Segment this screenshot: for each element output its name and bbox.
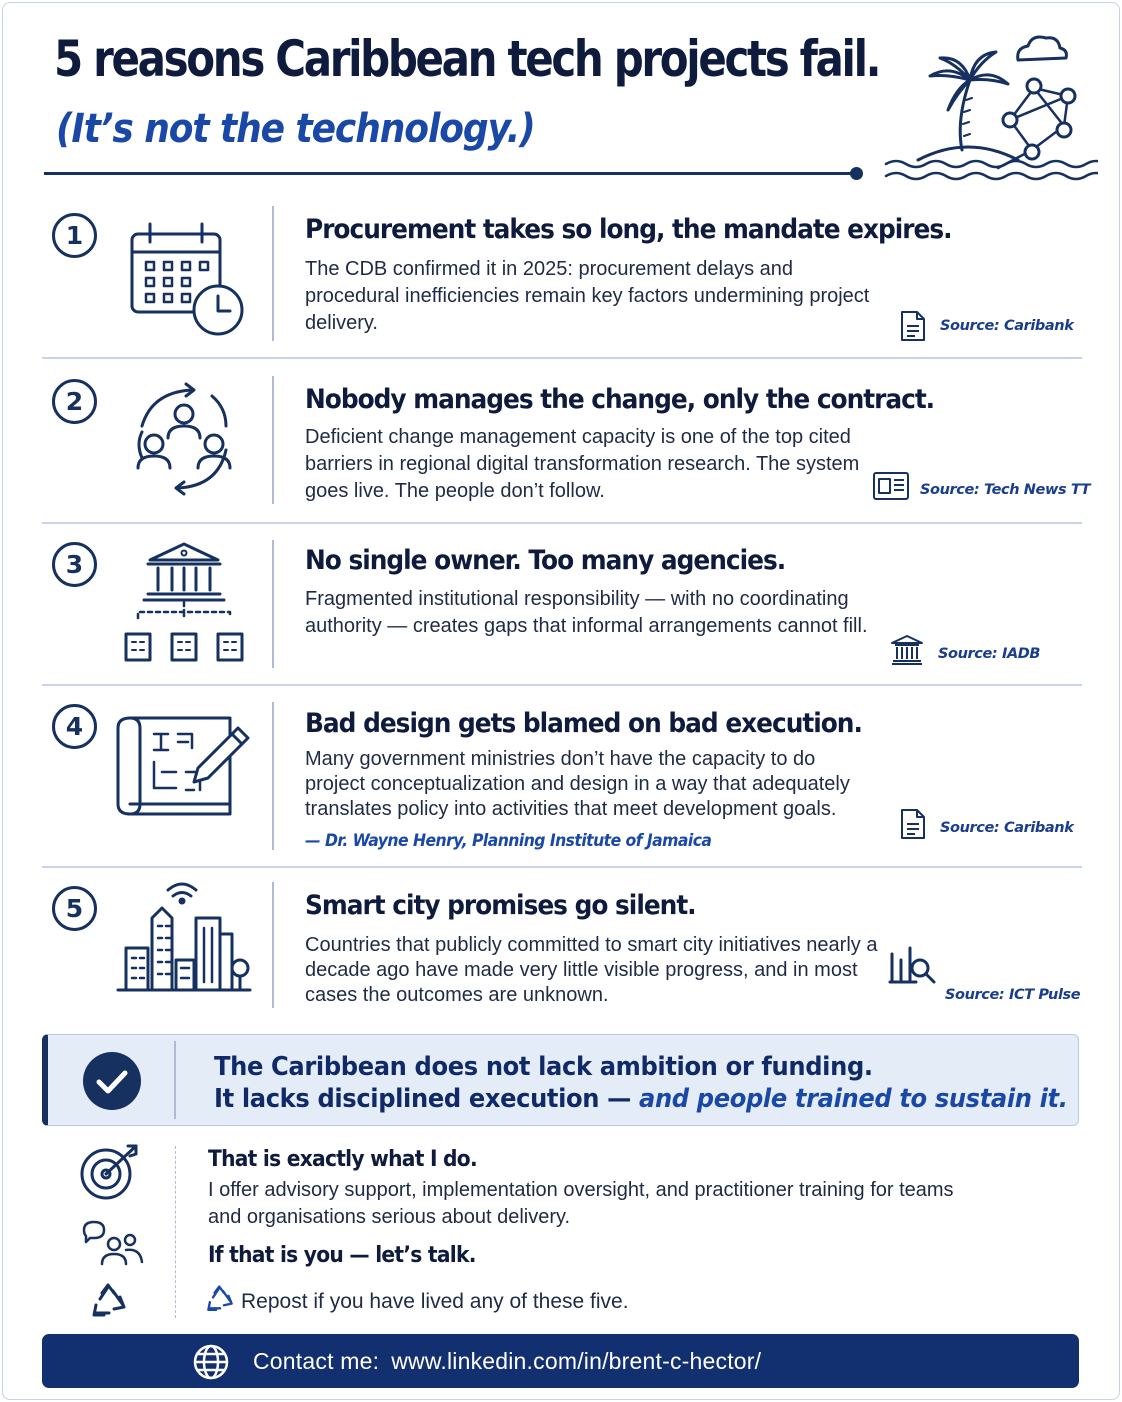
reason-divider bbox=[42, 357, 1082, 359]
reason-3 bbox=[42, 540, 1082, 668]
reason-heading: Bad design gets blamed on bad execution. bbox=[305, 708, 862, 739]
cta-separator bbox=[175, 1146, 176, 1318]
reason-source: Source: ICT Pulse bbox=[945, 987, 1081, 1003]
reason-divider bbox=[42, 684, 1082, 686]
reason-body: The CDB confirmed it in 2025: procurement delays and procedural inefficiencies remain key factors undermining project delivery. bbox=[305, 258, 870, 334]
banner-line-1: The Caribbean does not lack ambition or funding. bbox=[214, 1052, 873, 1082]
reason-4 bbox=[42, 702, 1082, 850]
reason-separator bbox=[272, 702, 274, 850]
reason-separator bbox=[272, 206, 274, 341]
reason-separator bbox=[272, 376, 274, 504]
reason-divider bbox=[42, 866, 1082, 868]
calendar-clock-icon bbox=[114, 214, 254, 344]
reason-body: Countries that publicly committed to smart city initiatives nearly a decade ago have made very little visible progress, and in most cases the outcomes are unknown. bbox=[305, 934, 878, 1006]
title-divider bbox=[44, 172, 856, 175]
reason-2 bbox=[42, 376, 1091, 504]
newspaper-icon bbox=[872, 471, 910, 501]
reason-heading: No single owner. Too many agencies. bbox=[305, 545, 786, 576]
recycle-icon bbox=[205, 1285, 235, 1313]
banner-line-2-emphasis: and people trained to sustain it. bbox=[638, 1084, 1068, 1114]
cta-talk: If that is you — let’s talk. bbox=[208, 1243, 476, 1268]
reason-number: 5 bbox=[52, 886, 97, 931]
reason-number: 4 bbox=[52, 704, 97, 749]
reason-body: Many government ministries don’t have the capacity to do project conceptualization and design in a way that adequately translates policy into activities that meet development goals. bbox=[305, 748, 850, 820]
reason-5 bbox=[42, 882, 1082, 1008]
contact-footer bbox=[42, 1334, 1079, 1388]
palm-island-network-icon bbox=[878, 28, 1098, 192]
repost-line bbox=[205, 1285, 629, 1314]
reason-source: Source: Tech News TT bbox=[920, 482, 1091, 498]
reason-separator bbox=[272, 882, 274, 1008]
banner-line-2-plain: It lacks disciplined execution — bbox=[214, 1084, 639, 1114]
document-icon bbox=[899, 808, 927, 840]
reason-source: Source: IADB bbox=[938, 646, 1041, 662]
cta-heading: That is exactly what I do. bbox=[208, 1147, 477, 1172]
reason-number: 2 bbox=[52, 379, 97, 424]
reason-heading: Nobody manages the change, only the contract. bbox=[305, 384, 935, 415]
title-divider-dot bbox=[850, 167, 863, 180]
people-cycle-icon bbox=[114, 376, 254, 506]
reason-source: Source: Caribank bbox=[940, 318, 1074, 334]
key-message-banner bbox=[42, 1034, 1079, 1126]
reason-heading: Smart city promises go silent. bbox=[305, 890, 696, 921]
page-title: 5 reasons Caribbean tech projects fail. bbox=[54, 30, 880, 88]
reason-number: 1 bbox=[52, 213, 97, 258]
reason-heading: Procurement takes so long, the mandate expires. bbox=[305, 214, 952, 245]
cta-body: I offer advisory support, implementation oversight, and practitioner training for teams and organisations serious about delivery. bbox=[208, 1179, 954, 1228]
linkedin-link[interactable]: www.linkedin.com/in/brent-c-hector/ bbox=[391, 1348, 762, 1374]
chart-magnifier-icon bbox=[888, 946, 938, 986]
page-subtitle: (It’s not the technology.) bbox=[56, 106, 535, 152]
document-icon bbox=[899, 310, 927, 342]
people-chat-icon bbox=[80, 1220, 144, 1268]
checkmark-circle-icon bbox=[81, 1050, 143, 1112]
reason-1 bbox=[42, 206, 1082, 341]
repost-text: Repost if you have lived any of these five. bbox=[241, 1290, 629, 1313]
reason-number: 3 bbox=[52, 542, 97, 587]
contact-line bbox=[253, 1348, 773, 1375]
smart-city-icon bbox=[114, 876, 254, 1006]
institution-org-chart-icon bbox=[114, 540, 254, 670]
contact-label: Contact me: bbox=[253, 1348, 380, 1374]
target-arrow-icon bbox=[78, 1142, 142, 1202]
blueprint-pencil-icon bbox=[114, 706, 254, 836]
bank-building-icon bbox=[890, 634, 924, 666]
reason-source: Source: Caribank bbox=[940, 820, 1074, 836]
reason-separator bbox=[272, 540, 274, 668]
recycle-icon bbox=[90, 1283, 128, 1319]
reason-body: Deficient change management capacity is one of the top cited barriers in regional digital transformation research. The system goes live. The people don’t follow. bbox=[305, 426, 860, 502]
reason-body: Fragmented institutional responsibility — with no coordinating authority — creates gaps that informal arrangements cannot fill. bbox=[305, 588, 868, 637]
banner-line-2 bbox=[214, 1084, 1068, 1114]
banner-separator bbox=[174, 1041, 176, 1119]
reason-quote: — Dr. Wayne Henry, Planning Institute of Jamaica bbox=[305, 831, 712, 851]
globe-icon bbox=[192, 1343, 230, 1381]
reason-divider bbox=[42, 522, 1082, 524]
